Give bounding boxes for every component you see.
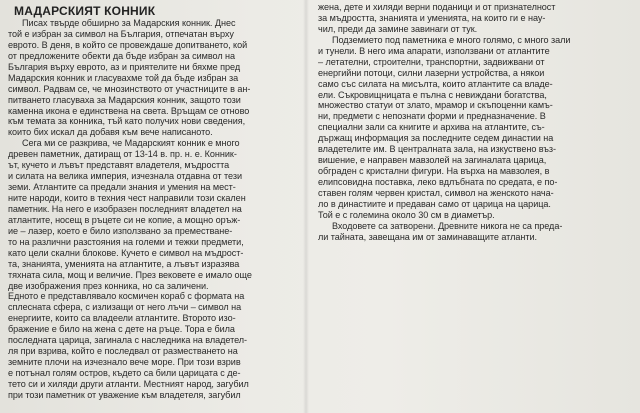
text-line: ът, кучето и лъвът представят владетеля, мъдростта xyxy=(8,160,230,171)
text-line: ие – лазер, което е било използвано за преместване- xyxy=(8,225,233,236)
text-line: елипсовидна поставка, леко вдлъбната по средата, е по- xyxy=(318,177,558,187)
text-line: – летателни, строителни, транспортни, задвижвани от xyxy=(318,56,545,67)
text-line: земи. Атлантите са предали знания и умения на мест- xyxy=(8,182,236,193)
text-line: и силата на велика империя, изчезнала отдавна от тези xyxy=(8,171,242,182)
text-line: от предложените обекти да бъде избран за символ на xyxy=(8,50,236,61)
text-line: каменна икона е единствена на света. Връщам се отново xyxy=(8,105,250,116)
text-line: ли тайната, завещана им от заминаващите атланти. xyxy=(318,231,537,242)
text-line: атлантите, носещ в ръцете си не копие, а мощно оръж- xyxy=(8,214,241,225)
text-line: жена, дете и хиляди верни поданици и от признателност xyxy=(318,2,556,12)
text-line: ставен голям червен кристал, символ на женското нача- xyxy=(318,187,554,198)
text-line: Писах твърде обширно за Мадарския конник. Днес xyxy=(22,18,236,28)
text-line: земните плочи на изчезнало вече море. При този взрив xyxy=(8,357,241,368)
text-line: Едното е представлявало космичен кораб с формата на xyxy=(8,291,245,302)
text-line: ло в династиите и предаван само от царица на царица. xyxy=(318,198,551,209)
text-line: за мъдростта, знанията и уменията, на които ги е нау- xyxy=(318,12,546,23)
text-line: Входовете са затворени. Древните никога не са преда- xyxy=(332,220,563,231)
text-line: тяхната сила, мощ и величие. През вековете е имало още xyxy=(8,269,252,280)
text-line: сплесната сфера, с излизащи от него лъчи – символ на xyxy=(8,302,242,313)
text-line: е потънал голям остров, където са били царицата с де- xyxy=(8,368,241,378)
text-line: енергиите, които са владеели атлантите. Второто изо- xyxy=(8,313,236,324)
text-line: като цели скални блокове. Кучето е символ на мъдрост- xyxy=(8,247,244,258)
left-column xyxy=(8,4,300,401)
text-line: специални зали са книгите и архива на атлантите, съ- xyxy=(318,122,545,133)
right-column xyxy=(318,2,634,243)
text-line: еврото. В деня, в който се провеждаше допитването, кой xyxy=(8,39,248,50)
text-line: ели. Съкровищницата е пълна с невиждани богатства, xyxy=(318,89,547,100)
text-line: България върху еврото, аз и приятелите ни бяхме пред xyxy=(8,61,241,72)
text-line: енергийни потоци, силни лазерни устройства, а някои xyxy=(318,67,545,78)
page-gutter xyxy=(303,0,309,413)
text-line: само със силата на мисълта, които атлантите са владе- xyxy=(318,78,553,89)
text-line: държащ информация за последните седем династии на xyxy=(318,133,554,144)
text-line: тето си и хиляди други атланти. Местният народ, загубил xyxy=(8,378,249,389)
text-line: та, знанията, уменията на атлантите, а лъвът изразява xyxy=(8,258,240,269)
text-line: той е избран за символ на България, отпечатан върху xyxy=(8,28,234,39)
text-line: древен паметник, датиращ от 13-14 в. пр. н. е. Конник- xyxy=(8,149,237,160)
text-line: последната царица, загинала с наследника на владетел- xyxy=(8,335,248,346)
text-line: символ. Радвам се, че мнозинството от участниците в ан- xyxy=(8,83,251,94)
text-line: при този паметник от уважение към владетеля, загубил xyxy=(8,389,241,400)
text-line: ля при взрива, който е последвал от разместването на xyxy=(8,346,238,357)
text-line: то на различни разстояния на големи и тежки предмети, xyxy=(8,236,244,247)
text-line: чил, преди да замине завинаги от тук. xyxy=(318,23,478,34)
text-line: ните народи, които в техния чест направили този скален xyxy=(8,193,246,203)
text-line: Той е с големина около 30 см в диаметър. xyxy=(318,209,495,220)
section-title: МАДАРСКИЯТ КОННИК xyxy=(14,4,156,18)
text-line: владетелите им. В централната зала, на изкуствено въз- xyxy=(318,144,557,155)
text-line: вишение, е направен мавзолей на загиналата царица, xyxy=(318,155,547,166)
text-line: към темата за конника, тъй като получих нови сведения, xyxy=(8,116,246,127)
text-line: паметник. На него е изобразен последният владетел на xyxy=(8,203,242,214)
text-line: обграден с кристални фигури. На върха на мавзолея, в xyxy=(318,166,550,177)
text-line: които бих искал да добавя към вече написаното. xyxy=(8,127,213,138)
text-line: Мадарския конник и гласувахме той да бъде избран за xyxy=(8,72,239,83)
text-line: множество статуи от злато, мрамор и скъпоценни камъ- xyxy=(318,100,553,111)
text-line: две изображения през конника, но са заличени. xyxy=(8,280,209,291)
text-line: бражение е било на жена с дете на ръце. Тора е била xyxy=(8,324,235,335)
text-line: питването гласуваха за Мадарския конник, защото този xyxy=(8,94,241,105)
text-line: и тунели. В него има апарати, използвани от атлантите xyxy=(318,45,550,56)
text-line: Сега ми се разкрива, че Мадарският конник е много xyxy=(22,138,240,149)
text-line: ни, предмети с непознати форми и предназначение. В xyxy=(318,111,546,122)
text-line: Подземието под паметника е много голямо, с много зали xyxy=(332,34,571,45)
